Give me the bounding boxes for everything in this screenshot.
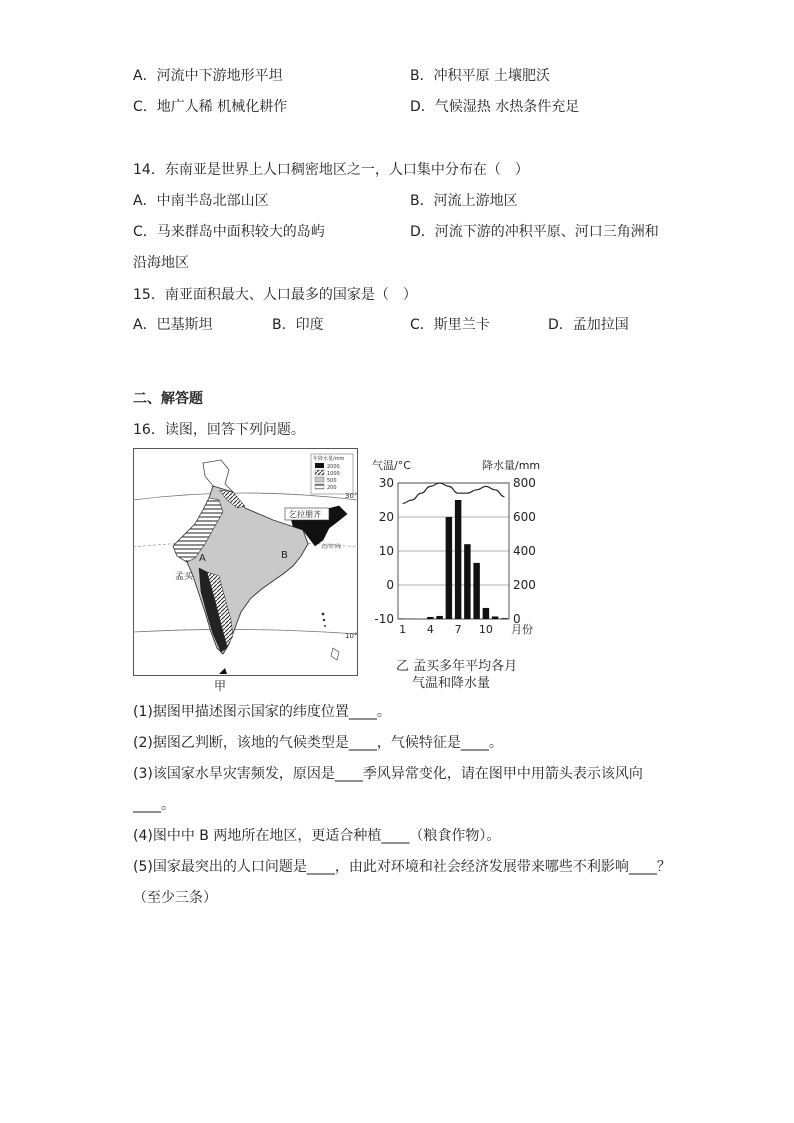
precip-bar [455, 500, 461, 619]
precip-bar [483, 608, 489, 619]
q16-sub-5: (5)国家最突出的人口问题是____，由此对环境和社会经济发展带来哪些不利影响____？ [133, 859, 671, 875]
precip-tick-label: 200 [513, 578, 536, 592]
q13-option-b: B．冲积平原 土壤肥沃 [410, 68, 551, 84]
map-label-10: 10° [345, 632, 358, 640]
temp-tick-label: -10 [374, 612, 394, 626]
india-map [133, 448, 358, 676]
island-dot [322, 613, 325, 616]
map-label-b: B [281, 550, 288, 561]
q13-option-a: A．河流中下游地形平坦 [133, 68, 283, 84]
legend-swatch-2000 [315, 463, 324, 468]
q15-option-b: B．印度 [272, 317, 324, 333]
precip-tick-label: 0 [513, 612, 521, 626]
map-label-30: 30° [345, 492, 358, 500]
legend-item-2000: 2000 [327, 464, 340, 470]
temp-tick-label: 20 [378, 510, 394, 524]
precip-bar [446, 517, 452, 619]
map-label-tropic: 北回归线 [321, 544, 342, 550]
month-tick-label: 1 [399, 623, 407, 636]
month-tick-label: 10 [478, 623, 493, 636]
precip-bar [492, 616, 498, 619]
left-axis-label: 气温/°C [372, 459, 411, 472]
precip-tick-label: 400 [513, 544, 536, 558]
q14-option-a: A．中南半岛北部山区 [133, 193, 269, 209]
q15-option-c: C．斯里兰卡 [410, 317, 490, 333]
section-title: 二、解答题 [133, 391, 203, 407]
legend-item-1000: 1000 [327, 471, 340, 477]
q16-stem: 16．读图，回答下列问题。 [133, 422, 305, 438]
precip-bar [399, 618, 405, 619]
q14-option-b: B．河流上游地区 [410, 193, 518, 209]
climate-chart [366, 455, 552, 645]
temp-tick-label: 0 [386, 578, 394, 592]
chart-caption-line2: 气温和降水量 [412, 676, 491, 691]
legend-swatch-1000 [315, 470, 324, 475]
precip-bar [427, 617, 433, 619]
q16-sub-1: (1)据图甲描述图示国家的纬度位置____。 [133, 704, 391, 720]
temp-tick-label: 30 [378, 476, 394, 490]
q15-option-d: D．孟加拉国 [548, 317, 629, 333]
precip-bar [436, 616, 442, 619]
q14-option-d: D．河流下游的冲积平原、河口三角洲和 [410, 224, 659, 240]
precip-bar [464, 544, 470, 619]
legend-title: 年降水量/mm [313, 456, 345, 462]
precip-bar [473, 563, 479, 619]
month-tick-label: 7 [454, 623, 462, 636]
q14-option-c: C．马来群岛中面积较大的岛屿 [133, 224, 325, 240]
q14-option-d-continued: 沿海地区 [133, 255, 189, 271]
q15-stem: 15．南亚面积最大、人口最多的国家是（ ） [133, 287, 417, 303]
q16-sub-3: (3)该国家水旱灾害频发，原因是____季风异常变化，请在图甲中用箭头表示该风向 [133, 766, 643, 782]
month-tick-label: 4 [426, 623, 434, 636]
q14-stem: 14．东南亚是世界上人口稠密地区之一，人口集中分布在（ ） [133, 162, 529, 178]
precip-bar [501, 618, 507, 619]
map-caption: 甲 [214, 679, 227, 693]
q16-sub-2: (2)据图乙判断，该地的气候类型是____，气候特征是____。 [133, 735, 503, 751]
map-label-mumbai: 孟买 [175, 572, 194, 582]
right-axis-label: 降水量/mm [482, 459, 541, 472]
precip-tick-label: 600 [513, 510, 536, 524]
legend-swatch-500 [315, 477, 324, 482]
q16-sub-3-continued: ____。 [133, 797, 175, 813]
legend-item-200: 200 [327, 485, 337, 491]
q13-option-d: D．气候湿热 水热条件充足 [410, 99, 580, 115]
chart-caption-line1: 乙 孟买多年平均各月 [396, 659, 518, 674]
island-dot [323, 619, 325, 621]
temp-tick-label: 10 [378, 544, 394, 558]
precip-tick-label: 800 [513, 476, 536, 490]
x-axis-unit: 月份 [511, 623, 533, 636]
legend-swatch-200 [315, 484, 324, 489]
map-label-a: A [199, 553, 206, 564]
q16-sub-4: (4)图中中 B 两地所在地区，更适合种植____（粮食作物）。 [133, 828, 501, 844]
cherrapunji-label: 乞拉朋齐 [289, 510, 321, 519]
q13-option-c: C．地广人稀 机械化耕作 [133, 99, 288, 115]
temperature-line [403, 483, 505, 503]
q16-sub-5-note: （至少三条） [133, 890, 217, 906]
q15-option-a: A．巴基斯坦 [133, 317, 213, 333]
legend-item-500: 500 [327, 478, 337, 484]
island-dot [324, 625, 326, 627]
